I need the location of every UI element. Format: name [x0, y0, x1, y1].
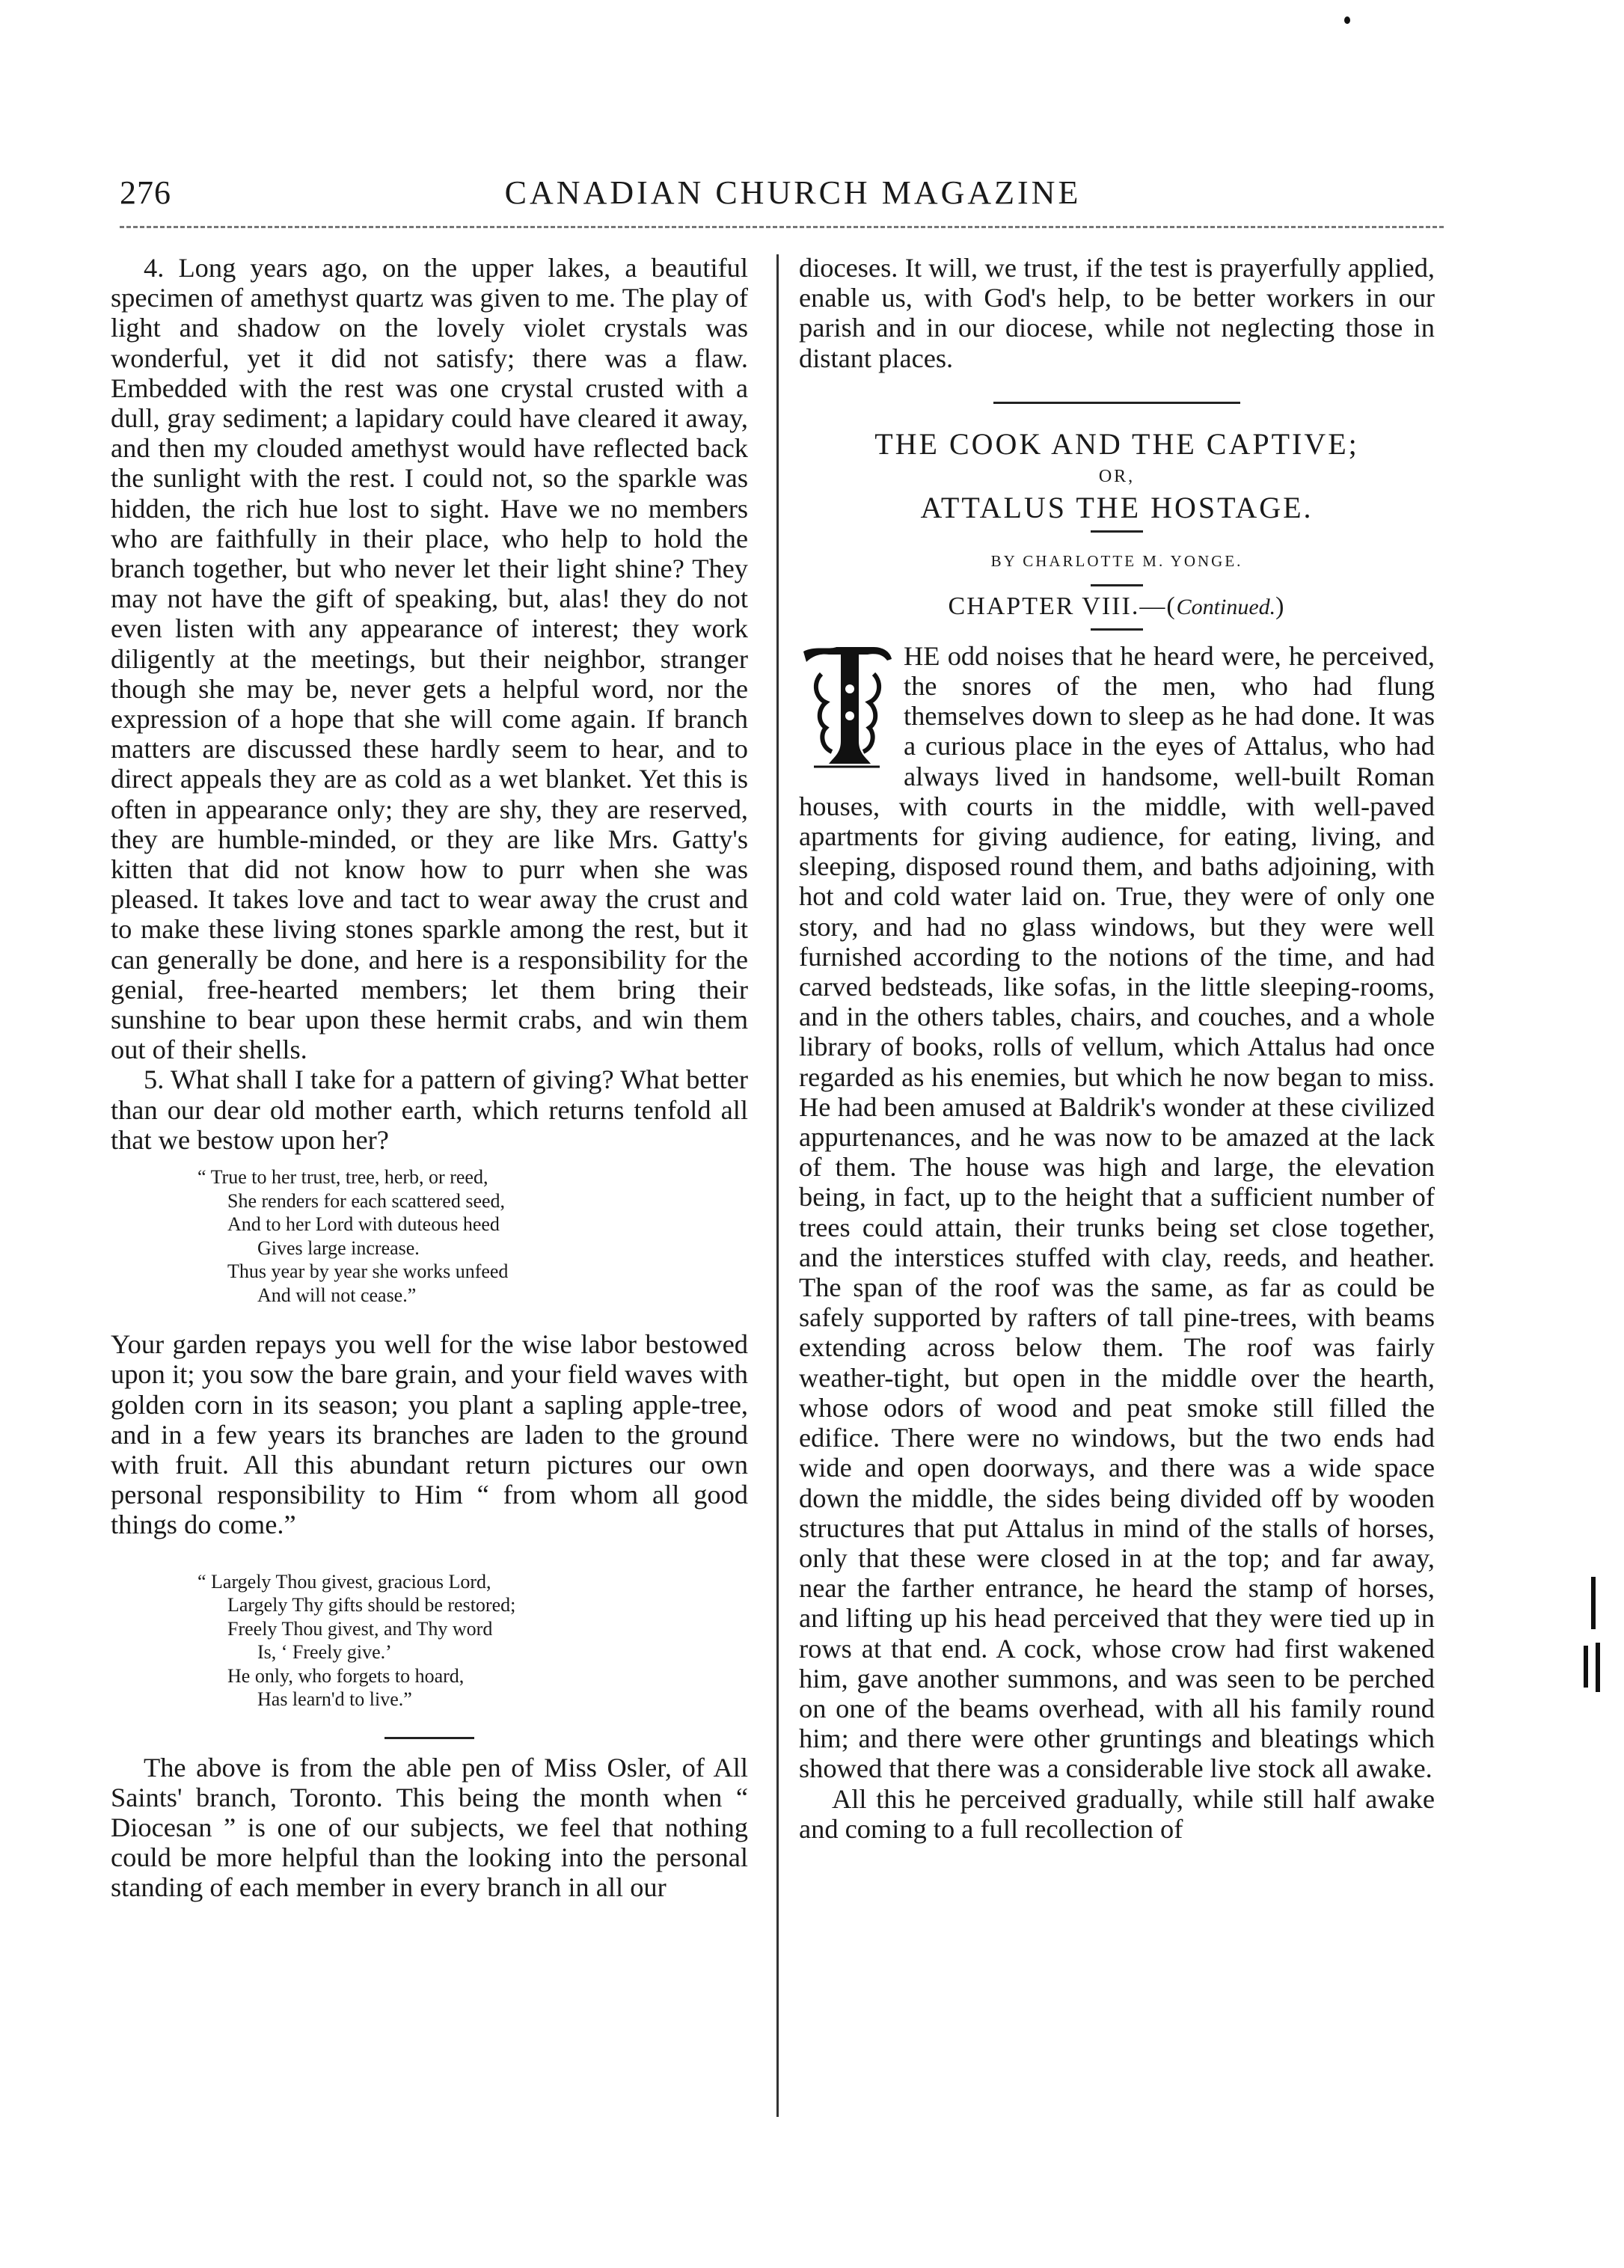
- chapter-heading: [799, 592, 1435, 621]
- section-rule: [384, 1737, 474, 1739]
- story-subtitle: ATTALUS THE HOSTAGE.: [920, 490, 1314, 524]
- section-rule: [993, 402, 1240, 404]
- ornamental-drop-cap: [799, 644, 895, 770]
- paragraph-story-2: All this he perceived gradually, while still half awake and coming to a full recollection of: [799, 1783, 1435, 1844]
- chapter-label: CHAPTER VIII.—(: [948, 592, 1177, 620]
- story-title: THE COOK AND THE CAPTIVE;: [874, 426, 1359, 461]
- paragraph-giving: 5. What shall I take for a pattern of giving? What better than our dear old mother earth, which returns tenfold all that we bestow upon her?: [111, 1064, 748, 1155]
- poem-mother-earth: [197, 1165, 748, 1307]
- title-rule: [1091, 530, 1143, 533]
- byline-rule: [1091, 584, 1143, 586]
- paragraph-story-1: HE odd noises that he heard were, he perceived, the snores of the men, who had flung themselves down to sleep as he had done. It was a curious place in the eyes of Attalus, who had always lived in handsome, well-built Roman houses, with courts in the middle, with well-paved apartments for giving audience, for eating, living, and sleeping, disposed round them, and baths adjoining, with hot and cold water laid on. True, they were of only one story, and had no glass windows, but they were well furnished according to the notions of the time, and had carved bedsteads, like sofas, in the little sleeping-rooms, and in the others tables, chairs, and couches, and a whole library of books, rolls of vellum, which Attalus had once regarded as his enemies, but which he now began to miss. He had been amused at Baldrik's wonder at these civilized appurtenances, and he was now to be amazed at the lack of them. The house was high and large, the elevation being, in fact, up to the height that a sufficient number of trees could attain, their trunks being set close together, and the interstices stuffed with clay, reeds, and heather. The span of the roof was the same, as far as could be safely supported by rafters of tall pine-trees, with beams extending across below them. The roof was fairly weather-tight, but open in the middle over the hearth, whose odors of wood and peat smoke still filled the edifice. There were no windows, but the two ends had wide and open doorways, and there was a wide space down the middle, the sides being divided off by wooden structures that put Attalus in mind of the stalls of horses, only that these were closed in at the top; and far away, near the farther entrance, he heard the stamp of horses, and lifting up his head perceived that they were tied up in rows at that end. A cock, whose crow had first wakened him, gave another summons, and was seen to be perched on one of the beams overhead, with all his family round him; and there were other gruntings and bleatings which showed that there was a considerable live stock all awake.: [799, 640, 1435, 1784]
- paragraph-dioceses: dioceses. It will, we trust, if the test is prayerfully applied, enable us, with God's help, to be better workers in our parish and in our diocese, while not neglecting those in distant places.: [799, 253, 1435, 373]
- poem-line: She renders for each scattered seed,: [227, 1189, 506, 1212]
- column-divider: [776, 254, 779, 2117]
- poem-line: Largely Thy gifts should be restored;: [227, 1594, 516, 1616]
- paragraph-amethyst: 4. Long years ago, on the upper lakes, a beautiful specimen of amethyst quartz was given to me. The play of light and shadow on the lovely violet crystals was wonderful, yet it did not satisfy; there was a flaw. Embedded with the rest was one crystal crusted with a dull, gray sediment; a lapidary could have cleared it away, and then my clouded amethyst would have reflected back the sunlight with the rest. I could not, so the sparkle was hidden, the rich hue lost to sight. Have we no members who are faithfully in their place, who help to hold the branch together, but who never let their light shine? They may not have the gift of speaking, but, alas! they do not even listen with any appearance of interest; they work diligently at the meetings, but their neighbor, stranger though she may be, never gets a helpful word, nor the expression of a hope that she will come again. If branch matters are discussed these hardly seem to hear, and to direct appeals they are as cold as a wet blanket. Yet this is often in appearance only; they are shy, they are reserved, they are humble-minded, or they are like Mrs. Gatty's kitten that did not know how to purr when she was pleased. It takes love and tact to wear away the crust and to make these living stones sparkle among the rest, but it can generally be done, and here is a responsibility for the genial, free-hearted members; let them bring their sunshine to bear upon these hermit crabs, and win them out of their shells.: [111, 253, 748, 1065]
- chapter-rule: [1091, 628, 1143, 631]
- poem-line: “ Largely Thou givest, gracious Lord,: [197, 1570, 491, 1593]
- running-title: CANADIAN CHURCH MAGAZINE: [504, 174, 1082, 211]
- chapter-continued: Continued.: [1176, 594, 1276, 619]
- margin-mark: [1596, 1643, 1600, 1692]
- poem-line: Thus year by year she works unfeed: [227, 1260, 509, 1283]
- poem-line: Is, ‘ Freely give.’: [257, 1641, 392, 1664]
- margin-mark: [1584, 1646, 1588, 1688]
- poem-gracious-lord: [197, 1570, 748, 1711]
- paragraph-above: The above is from the able pen of Miss Osler, of All Saints' branch, Toronto. This being the month when “ Diocesan ” is one of our subjects, we feel that nothing could be more helpful than the looking into the personal standing of each member in every branch in all our: [111, 1752, 748, 1903]
- byline: BY CHARLOTTE M. YONGE.: [990, 551, 1243, 570]
- poem-line: He only, who forgets to hoard,: [227, 1664, 465, 1687]
- poem-line: And to her Lord with duteous heed: [227, 1213, 500, 1236]
- story-body: [799, 641, 1435, 1844]
- margin-mark: [1591, 1577, 1596, 1629]
- right-column: [799, 253, 1435, 1844]
- poem-line: “ True to her trust, tree, herb, or reed,: [197, 1166, 488, 1189]
- left-column: [111, 253, 748, 1903]
- page-header: [120, 174, 1466, 218]
- paragraph-garden: Your garden repays you well for the wise labor bestowed upon it; you sow the bare grain, and your field waves with golden corn in its season; you plant a sapling apple-tree, and in a few years its branches are laden to the ground with fruit. All this abundant return pictures our own personal responsibility to Him “ from whom all good things do come.”: [111, 1329, 748, 1540]
- chapter-close: ): [1275, 592, 1286, 620]
- story-or: OR,: [1098, 466, 1136, 486]
- poem-line: Gives large increase.: [257, 1236, 420, 1259]
- header-rule: [120, 226, 1444, 228]
- page-number: 276: [120, 174, 171, 211]
- ink-speck: [1344, 16, 1350, 24]
- poem-line: Freely Thou givest, and Thy word: [227, 1617, 493, 1640]
- poem-line: Has learn'd to live.”: [257, 1688, 412, 1711]
- poem-line: And will not cease.”: [257, 1284, 417, 1306]
